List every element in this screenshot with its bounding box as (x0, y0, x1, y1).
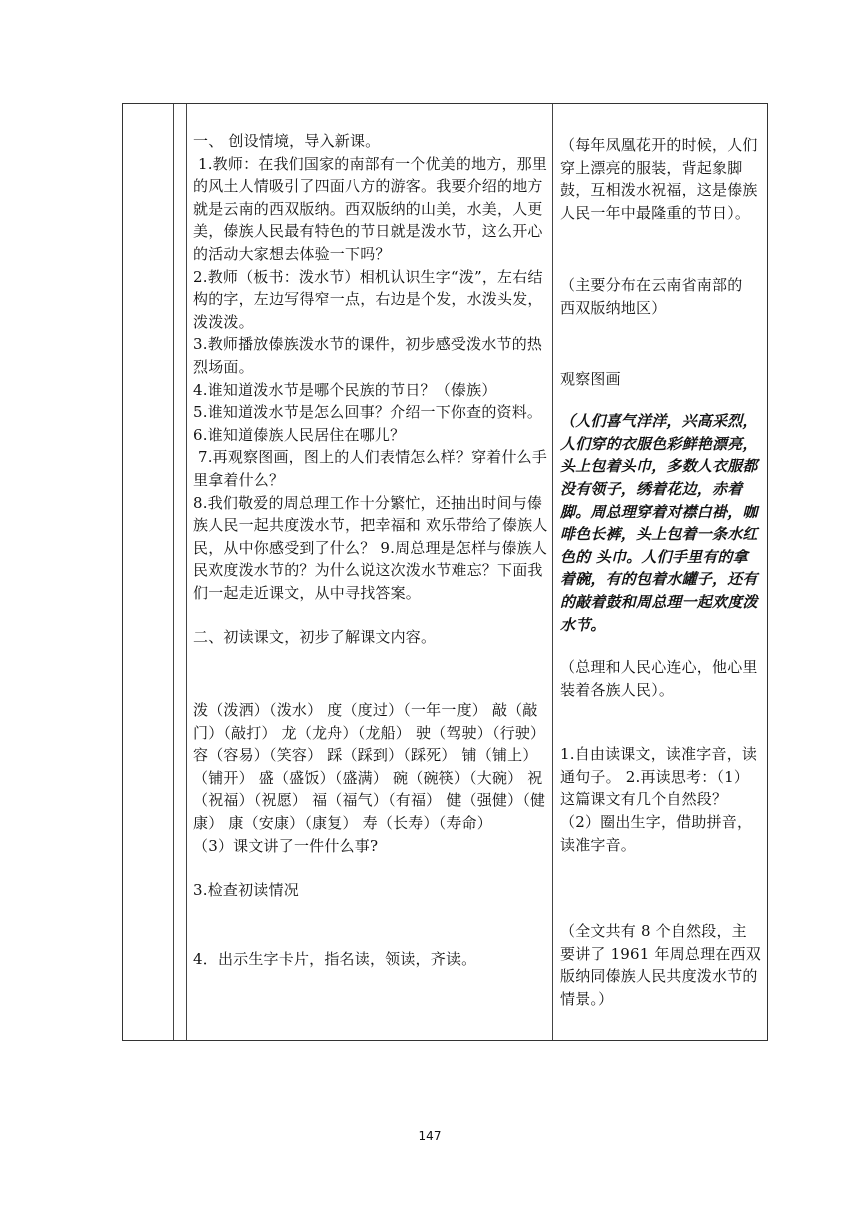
paragraph: 1.教师：在我们国家的南部有一个优美的地方，那里的风土人情吸引了四面八方的游客。我要介绍的地方就是云南的西双版纳。西双版纳的山美，水美，人更美，傣族人民最有特色的节日就是泼水节，这么开心的活动大家想去体验一下吗？ (193, 154, 548, 263)
student-answer: （总理和人民心连心，他心里装着各族人民）。 (560, 658, 758, 699)
paragraph: 3.检查初读情况 (193, 881, 299, 900)
paragraph: 4.谁知道泼水节是哪个民族的节日？（傣族） (193, 380, 497, 399)
paragraph: （3）课文讲了一件什么事? (193, 836, 379, 855)
student-activities-cell (560, 134, 762, 1011)
paragraph: 2.教师（板书：泼水节）相机认识生字“泼”，左右结构的字，左边写得窄一点，右边是个发，水泼头发，泼泼泼。 (193, 267, 543, 331)
teacher-activities-cell (193, 130, 549, 970)
vocabulary-list: 泼（泼洒）（泼水） 度（度过）（一年一度） 敲（敲门）（敲打） 龙（龙舟）（龙船） 驶（驾驶）（行驶） 容（容易）（笑容） 踩（踩到）（踩死） 铺（铺上）（铺开） 盛（盛饭）（盛满） 碗（碗筷）（大碗） 祝（祝福）（祝愿） 福（福气）（有福） 健（强健）（健康） 康（安康）（康复） 寿（长寿）（寿命） (193, 701, 551, 833)
student-answer: 观察图画 (560, 369, 621, 388)
student-answer-emphasis: （人们喜气洋洋，兴高采烈，人们穿的衣服色彩鲜艳漂亮，头上包着头巾，多数人衣服都没有领子，绣着花边，赤着脚。周总理穿着对襟白褂，咖啡色长裤，头上包着一条水红色的 头巾。人们手里有的拿着碗，有的包着水罐子，还有的敲着鼓和周总理一起欢度泼水节。 (560, 412, 758, 634)
paragraph: 3.教师播放傣族泼水节的课件，初步感受泼水节的热烈场面。 (193, 335, 543, 376)
paragraph: 8.我们敬爱的周总理工作十分繁忙，还抽出时间与傣族人民一起共度泼水节，把幸福和 欢乐带给了傣族人民，从中你感受到了什么？ 9.周总理是怎样与傣族人民欢度泼水节的？为什么说这次泼水节难忘？下面我们一起走近课文，从中寻找答案。 (193, 493, 548, 602)
paragraph: 4．出示生字卡片，指名读，领读，齐读。 (193, 949, 477, 968)
column-divider (552, 104, 553, 1040)
page-number: 147 (418, 1129, 442, 1143)
student-answer: （主要分布在云南省南部的 西双版纳地区） (560, 276, 748, 317)
paragraph: 6.谁知道傣族人民居住在哪儿？ (193, 425, 406, 444)
student-answer: （全文共有 8 个自然段，主要讲了 1961 年周总理在西双版纳同傣族人民共度泼水节的情景。） (560, 922, 761, 1009)
column-divider (173, 104, 174, 1040)
paragraph: 7.再观察图画，图上的人们表情怎么样？穿着什么手里拿着什么？ (193, 448, 548, 489)
section-title: 一、 创设情境，导入新课。 (193, 132, 381, 150)
lesson-table (122, 103, 768, 1041)
paragraph: 5.谁知道泼水节是怎么回事？介绍一下你查的资料。 (193, 403, 543, 422)
column-divider (186, 104, 187, 1040)
student-answer: 1.自由读课文，读准字音，读通句子。 2.再读思考：（1）这篇课文有几个自然段？ （2）圈出生字，借助拼音，读准字音。 (560, 745, 758, 854)
student-answer: （每年凤凰花开的时候，人们穿上漂亮的服装，背起象脚鼓，互相泼水祝福，这是傣族人民一年中最隆重的节日）。 (560, 136, 758, 222)
section-title: 二、初读课文，初步了解课文内容。 (193, 628, 437, 647)
